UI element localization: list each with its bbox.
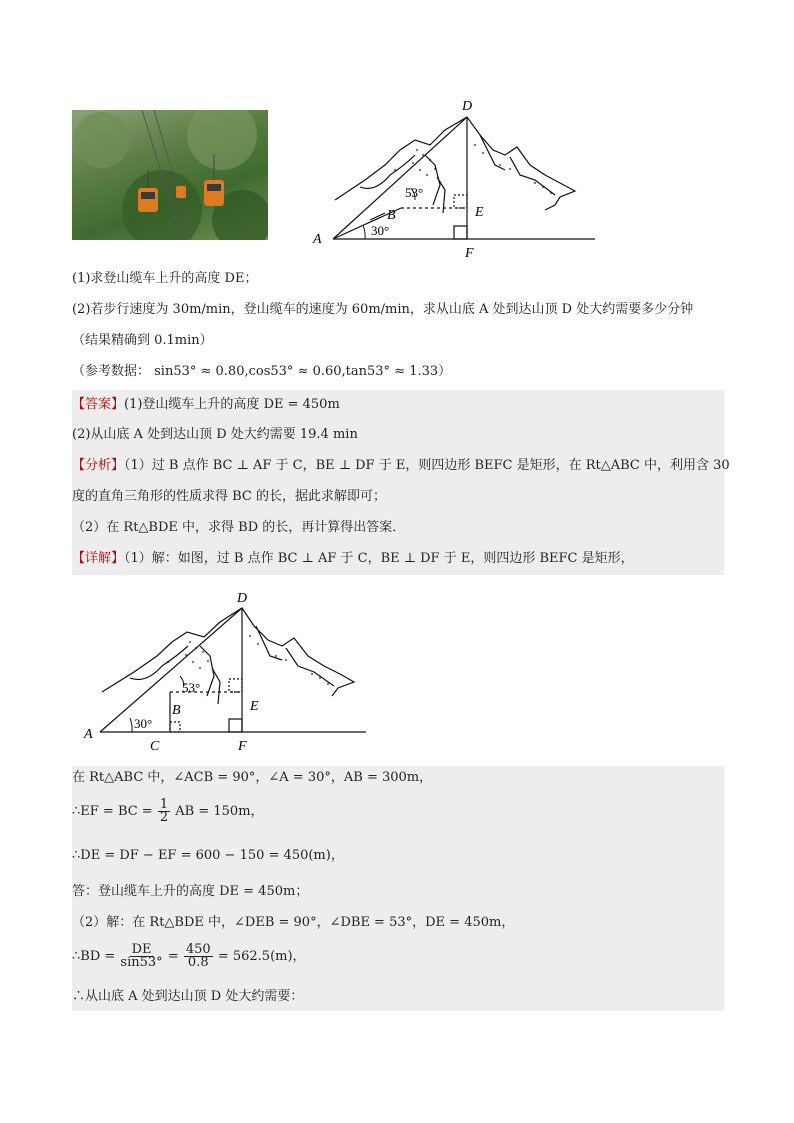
detail-tag: 【详解】 (72, 551, 125, 566)
analysis-3: （2）在 Rt△BDE 中，求得 BD 的长，再计算得出答案． (72, 520, 406, 535)
question-2: (2)若步行速度为 30m/min，登山缆车的速度为 60m/min，求从山底 A 处到达山顶 D 处大约需要多少分钟 (72, 302, 694, 317)
answer-tag: 【答案】 (72, 397, 125, 412)
detail-line-1 (72, 549, 634, 569)
step-6-post: = 562.5(m)， (217, 949, 306, 964)
fraction-half-num: 1 (159, 797, 169, 812)
answer-1: (1)登山缆车上升的高度 DE = 450m (124, 397, 340, 412)
label-53-2: 53° (182, 680, 201, 695)
reference-data: （参考数据： sin53° ≈ 0.80,cos53° ≈ 0.60,tan53° ≈ 1.33） (72, 364, 452, 379)
step-2-post: AB = 150m， (175, 804, 264, 819)
answer-2: (2)从山底 A 处到达山顶 D 处大约需要 19.4 min (72, 427, 358, 442)
label-D: D (462, 99, 473, 114)
label-B: B (387, 208, 396, 223)
label-A: A (313, 232, 322, 247)
label-B-2: B (172, 703, 181, 718)
step-2-pre: ∴EF = BC = (72, 804, 153, 819)
question-2-note: （结果精确到 0.1min） (72, 333, 213, 348)
fraction-450-num: 450 (185, 942, 211, 957)
step-2 (72, 798, 264, 826)
label-53: 53° (405, 185, 424, 200)
analysis-2: 度的直角三角形的性质求得 BC 的长，据此求解即可； (72, 489, 387, 504)
step-7: ∴从山底 A 处到达山顶 D 处大约需要： (72, 989, 304, 1004)
mountain-figure-bottom (72, 582, 374, 752)
label-D-2: D (237, 591, 248, 606)
label-30-2: 30° (134, 716, 153, 731)
label-30: 30° (371, 223, 390, 238)
step-1: 在 Rt△ABC 中，∠ACB = 90°，∠A = 30°，AB = 300m， (72, 770, 433, 785)
fraction-half (158, 799, 170, 824)
step-6-pre: ∴BD = (72, 949, 116, 964)
label-E: E (475, 205, 484, 220)
label-A-2: A (84, 727, 93, 742)
step-3: ∴DE = DF − EF = 600 − 150 = 450(m)， (72, 848, 344, 863)
label-F: F (465, 246, 474, 261)
step-4: 答：登山缆车上升的高度 DE = 450m； (72, 884, 309, 899)
fraction-half-den: 2 (159, 810, 169, 825)
fraction-450 (184, 944, 213, 969)
step-5: （2）解：在 Rt△BDE 中，∠DEB = 90°，∠DBE = 53°，DE = 450m， (72, 915, 515, 930)
fraction-450-den: 0.8 (187, 955, 209, 970)
step-6 (72, 943, 306, 971)
fraction-de-sin-num: DE (131, 942, 152, 957)
solution-shade-1 (72, 390, 724, 575)
cable-car-photo (72, 110, 268, 240)
analysis-line-1 (72, 456, 730, 476)
step-6-eq: = (167, 949, 179, 964)
label-F-2: F (238, 739, 247, 752)
mountain-figure-top (305, 95, 605, 263)
question-1: (1)求登山缆车上升的高度 DE； (72, 271, 258, 286)
label-E-2: E (250, 699, 259, 714)
analysis-tag: 【分析】 (72, 458, 125, 473)
detail-1: （1）解：如图，过 B 点作 BC ⊥ AF 于 C，BE ⊥ DF 于 E，则四边形 BEFC 是矩形， (124, 551, 634, 566)
fraction-de-sin-den: sin53° (120, 955, 163, 970)
answer-line-1 (72, 395, 340, 415)
label-C-2: C (150, 739, 160, 752)
analysis-1: （1）过 B 点作 BC ⊥ AF 于 C，BE ⊥ DF 于 E，则四边形 BEFC 是矩形，在 Rt△ABC 中，利用含 30 (124, 458, 730, 473)
fraction-de-sin (120, 944, 162, 969)
